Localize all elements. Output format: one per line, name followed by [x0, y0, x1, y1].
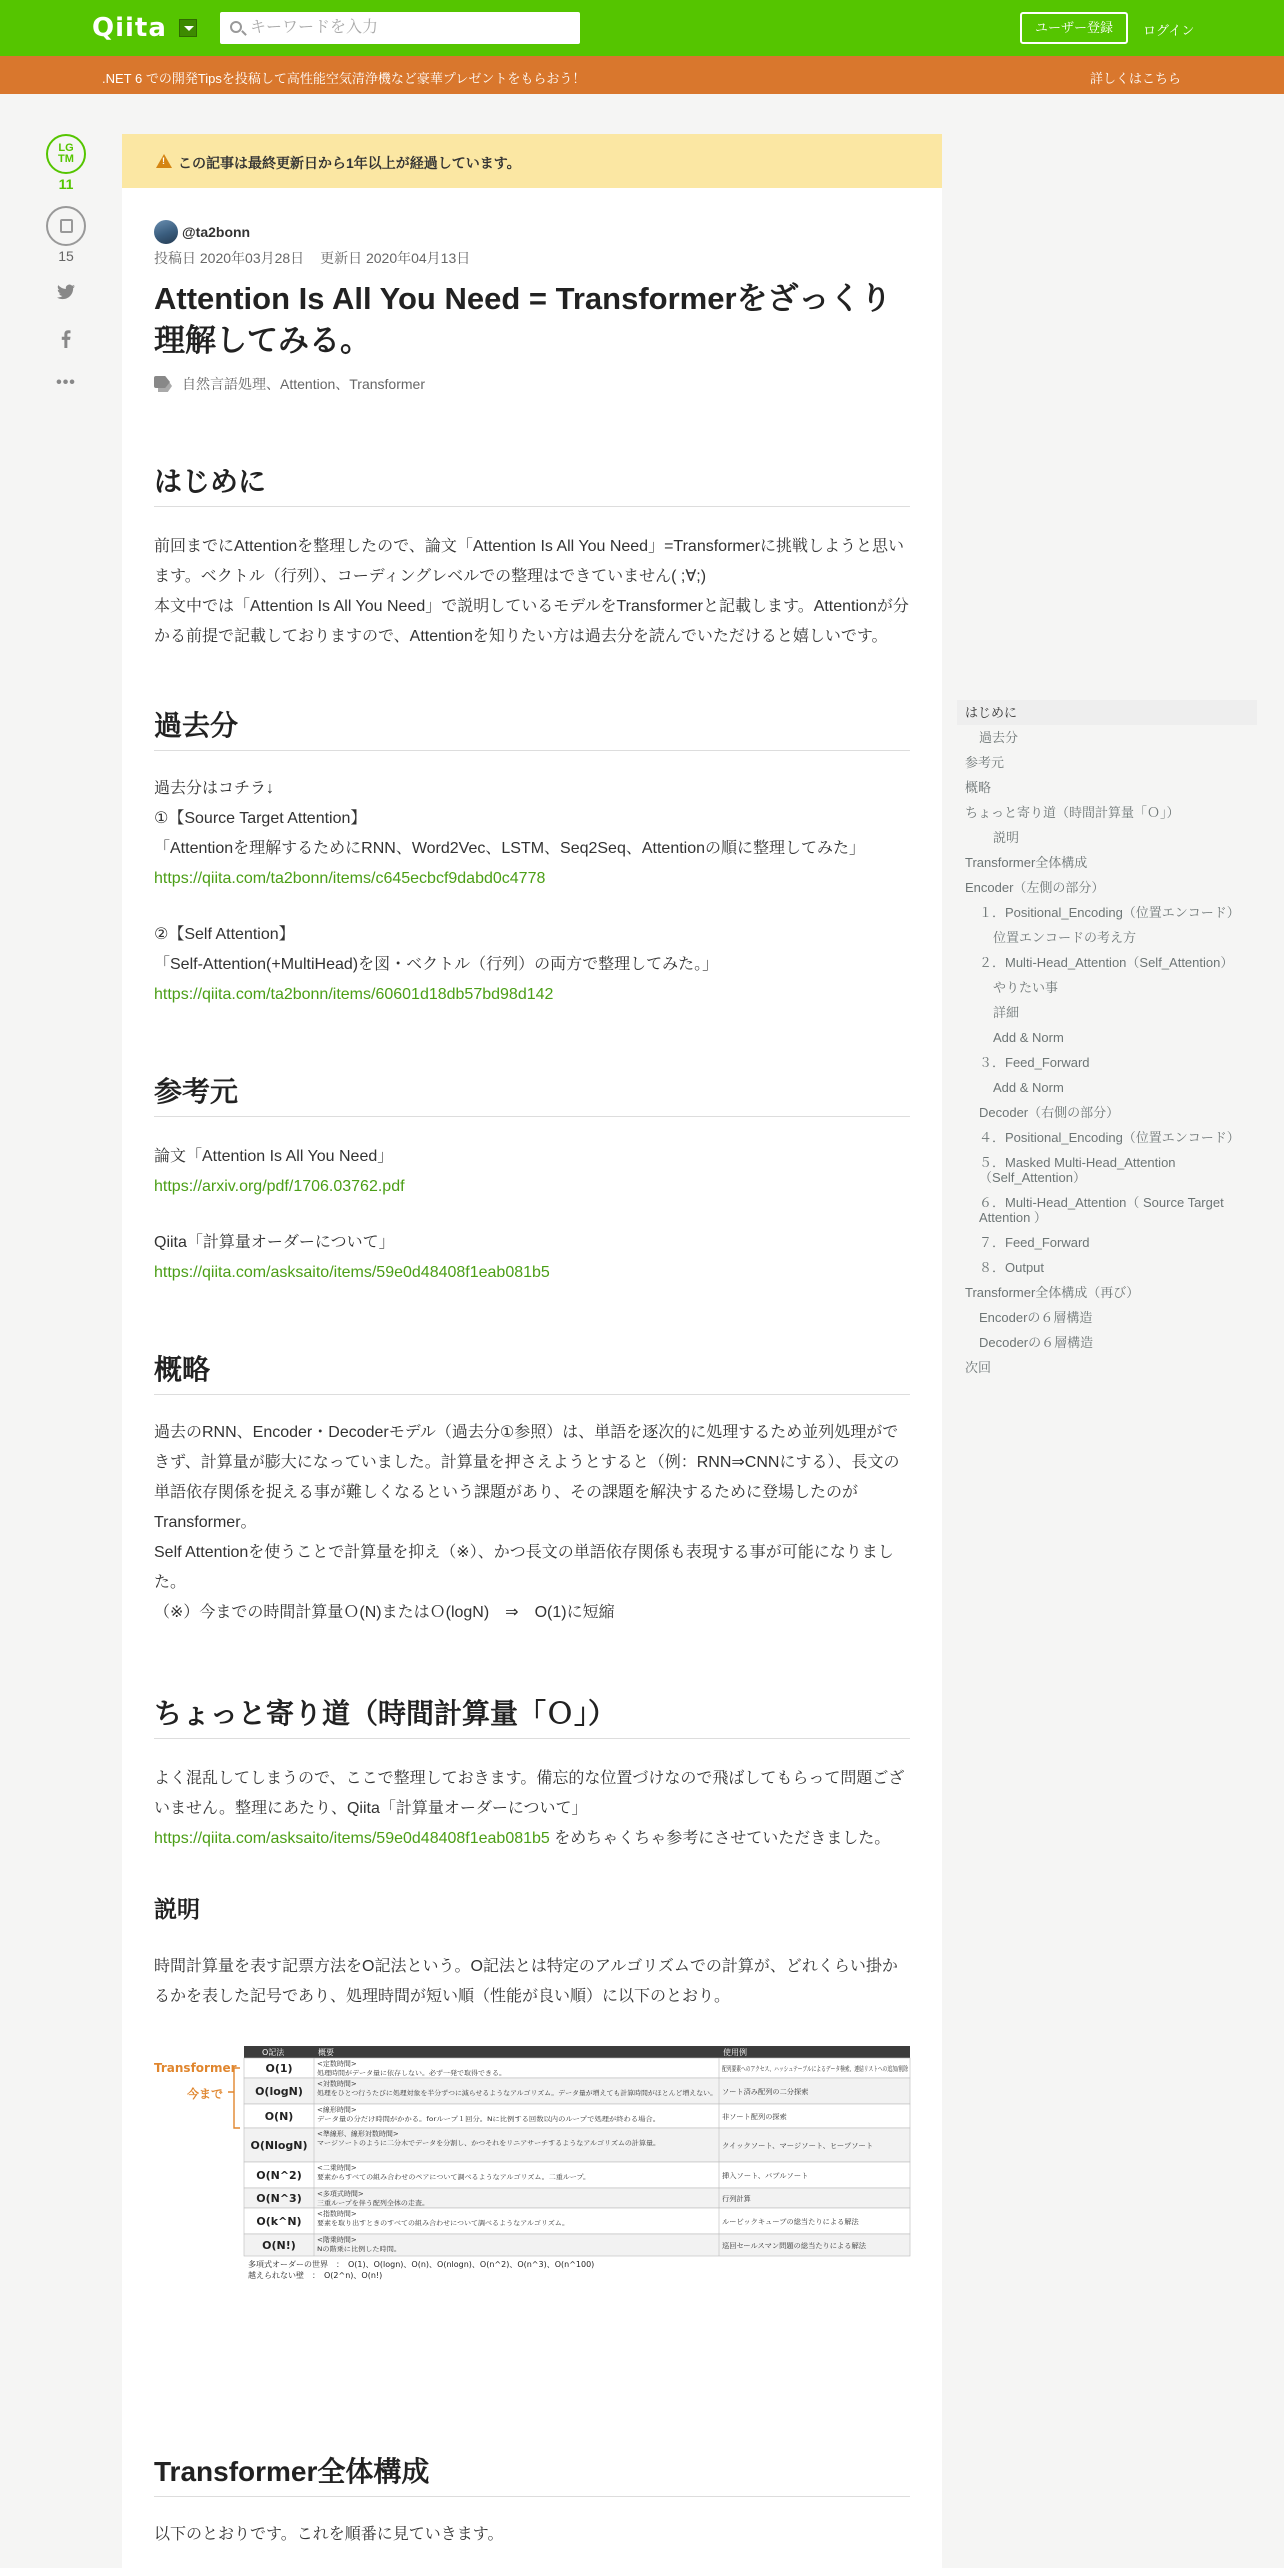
table-desc-title: <階乗時間> [317, 2236, 357, 2244]
more-icon[interactable]: ••• [56, 374, 76, 391]
tag-links[interactable]: 自然言語処理、Attention、Transformer [182, 376, 425, 392]
toc-item[interactable]: 参考元 [965, 755, 1005, 770]
table-desc-text: マージソートのように二分木でデータを分割し、かつそれをリニアサーチするようなアルゴリズムの計算量。 [317, 2139, 635, 2147]
stock-count: 15 [58, 248, 74, 264]
promo-banner [0, 56, 1284, 94]
toc-item[interactable]: ちょっと寄り道（時間計算量「Ｏ」） [965, 805, 1180, 820]
table-desc-title: <準線形、線形対数時間> [317, 2130, 399, 2138]
lgtm-label-1: LG [58, 142, 74, 154]
table-usage-text: ルービックキューブの総当たりによる解法 [722, 2218, 855, 2226]
chevron-down-icon[interactable] [179, 19, 197, 37]
toc-item[interactable]: ６．Multi-Head_Attention（ Source Target Attention ） [979, 1195, 1224, 1225]
table-desc-title: <定数時間> [317, 2060, 357, 2068]
stock-button[interactable] [46, 206, 86, 246]
lgtm-count: 11 [58, 176, 74, 192]
toc-item[interactable]: 次回 [965, 1360, 992, 1375]
table-usage-text: クイックソート、マージソート、ヒープソート [722, 2142, 874, 2150]
overview-paragraph-2: Self Attentionを使うことで計算量を抑え（※）、かつ長文の単語依存関係も表現する事が可能になりました。 [154, 1544, 894, 1591]
ref-link-2[interactable]: https://qiita.com/asksaito/items/59e0d48408f1eab081b5 [154, 1264, 550, 1281]
banner-link[interactable]: 詳しくはこちら [1090, 71, 1182, 86]
qiita-logo[interactable]: Qiita [92, 13, 167, 43]
section-heading-past: 過去分 [154, 708, 910, 751]
warning-icon [156, 154, 172, 168]
ref-link-1-wrap [154, 1172, 910, 1202]
table-header-cell: 使用例 [723, 2048, 747, 2057]
toc-item[interactable]: Transformer全体構成 [965, 855, 1088, 870]
table-usage-text: 配列要素へのアクセス、ハッシュテーブルによるデータ検索、連結リストへの追加/削除 [722, 2065, 997, 2073]
past-link-2[interactable]: https://qiita.com/ta2bonn/items/60601d18db57bd98d142 [154, 986, 554, 1003]
toc-item[interactable]: ７．Feed_Forward [979, 1235, 1090, 1250]
table-desc-title: <対数時間> [317, 2080, 357, 2088]
table-header-cell: O記法 [262, 2048, 285, 2057]
toc-item[interactable]: 説明 [993, 830, 1020, 845]
table-usage-text: 挿入ソート、バブルソート [722, 2172, 806, 2180]
section-heading-detour: ちょっと寄り道（時間計算量「Ｏ」） [154, 1696, 910, 1739]
subheading-explanation: 説明 [154, 1896, 200, 1922]
toc-item[interactable]: やりたい事 [993, 980, 1059, 995]
toc-item[interactable]: はじめに [957, 700, 1257, 725]
table-o-notation: O(NlogN) [250, 2139, 308, 2152]
intro-paragraph-2: 本文中では「Attention Is All You Need」で説明しているモデルをTransformerと記載します。Attentionが分かる前提で記載しておりますので、Attentionを知りたい方は過去分を読んでいただけると嬉しいです。 [154, 598, 909, 645]
toc-item[interactable]: 概略 [965, 780, 992, 795]
updated-date: 更新日 2020年04月13日 [320, 250, 471, 266]
section-heading-overview: 概略 [154, 1352, 910, 1395]
twitter-icon[interactable] [44, 284, 88, 305]
search-box [220, 12, 580, 44]
section-heading-intro: はじめに [154, 464, 910, 507]
transformer-label: Transformer [154, 2061, 237, 2075]
table-desc-text: 三重ループを伴う配列全体の走査。 [317, 2199, 421, 2207]
section-heading-architecture: Transformer全体構成 [154, 2454, 910, 2497]
table-desc-text: 要素を取り出すときのすべての組み合わせについて調べるようなアルゴリズム。 [317, 2219, 551, 2227]
ref-line-2: Qiita「計算量オーダーについて」 [154, 1234, 395, 1251]
table-desc-title: <指数時間> [317, 2210, 357, 2218]
detour-text-a: よく混乱してしまうので、ここで整理しておきます。備忘的な位置づけなので飛ばしてもらって問題ございません。整理にあたり、Qiita「計算量オーダーについて」 [154, 1770, 905, 1817]
toc-item[interactable]: Add & Norm [993, 1030, 1064, 1045]
tag-list [154, 374, 910, 394]
banner-text[interactable]: .NET 6 での開発Tipsを投稿して高性能空気清浄機など豪華プレゼントをもらおう！ [102, 71, 586, 86]
table-o-notation: O(N) [264, 2110, 294, 2123]
detour-text-b: をめちゃくちゃ参考にさせていただきました。 [549, 1830, 891, 1847]
past-link-1-wrap [154, 864, 910, 894]
search-input[interactable] [250, 12, 570, 44]
table-desc-text: Nの階乗に比例した時間。 [317, 2245, 394, 2253]
toc-item[interactable]: ２．Multi-Head_Attention（Self_Attention） [979, 955, 1234, 970]
ref-link-1[interactable]: https://arxiv.org/pdf/1706.03762.pdf [154, 1178, 405, 1195]
signup-button[interactable]: ユーザー登録 [1020, 12, 1128, 44]
article-dates [154, 248, 910, 268]
table-o-notation: O(N^2) [256, 2169, 302, 2182]
table-desc-text: 要素からすべての組み合わせのペアについて調べるようなアルゴリズム。二重ループ。 [317, 2173, 570, 2181]
toc-item[interactable]: ８．Output [979, 1260, 1045, 1275]
author-name[interactable]: @ta2bonn [182, 224, 251, 240]
table-desc-title: <多項式時間> [317, 2190, 364, 2198]
toc-item[interactable]: １．Positional_Encoding（位置エンコード） [979, 905, 1240, 920]
table-desc-text: データ量の分だけ時間がかかる。forループ１回分。Nに比例する回数以内のループで処理が終わる場合。 [317, 2115, 623, 2123]
table-usage-text: 非ソート配列の探索 [722, 2113, 785, 2121]
o-notation-figure [154, 2042, 997, 2334]
table-usage-text: 巡回セールスマン問題の総当たりによる解法 [722, 2242, 862, 2250]
table-header-cell: 概要 [318, 2048, 334, 2057]
architecture-paragraph: 以下のとおりです。これを順番に見ていきます。 [154, 2526, 504, 2543]
toc-item[interactable]: ３．Feed_Forward [979, 1055, 1090, 1070]
past-link-2-wrap [154, 980, 910, 1010]
past-line-3: 「Attentionを理解するためにRNN、Word2Vec、LSTM、Seq2Seq、Attentionの順に整理してみた」 [154, 840, 866, 857]
table-desc-title: <二乗時間> [317, 2164, 357, 2172]
table-usage-text: 行列計算 [722, 2195, 750, 2203]
toc-item[interactable]: ５．Masked Multi-Head_Attention（Self_Attention） [979, 1155, 1176, 1185]
table-desc-title: <線形時間> [317, 2106, 357, 2114]
table-o-notation: O(logN) [255, 2085, 303, 2098]
toc-item[interactable]: Decoder（右側の部分） [979, 1105, 1120, 1120]
lgtm-label-2: TM [58, 153, 74, 165]
detour-paragraph-1 [154, 1764, 910, 1854]
past-line-2: ①【Source Target Attention】 [154, 810, 367, 827]
bracket-line [228, 2068, 240, 2128]
table-of-contents [957, 700, 1257, 1380]
overview-paragraph-1: 過去のRNN、Encoder・Decoderモデル（過去分①参照）は、単語を逐次的に処理するため並列処理ができず、計算量が膨大になっていました。計算量を押さえようとすると（例：RNN⇒CNNにする）、長文の単語依存関係を捉える事が難しくなるという課題があり、その課題を解決するために登場したのがTransformer。 [154, 1424, 900, 1531]
article-title: Attention Is All You Need = Transformerをざっくり理解してみる。 [154, 281, 892, 358]
toc-item[interactable]: Add & Norm [993, 1080, 1064, 1095]
o-notation-table [154, 2042, 997, 2334]
table-o-notation: O(1) [265, 2062, 293, 2075]
warning-text: この記事は最終更新日から1年以上が経過しています。 [178, 155, 521, 171]
search-icon [230, 21, 242, 33]
explanation-paragraph: 時間計算量を表す記票方法をO記法という。O記法とは特定のアルゴリズムでの計算が、どれくらい掛かるかを表した記号であり、処理時間が短い順（性能が良い順）に以下のとおり。 [154, 1958, 898, 2005]
avatar[interactable] [154, 220, 178, 244]
stale-warning [122, 134, 942, 188]
toc-item[interactable]: Encoder（左側の部分） [965, 880, 1105, 895]
toc-item[interactable]: Decoderの６層構造 [979, 1335, 1094, 1350]
table-usage-text: ソート済み配列の二分探索 [722, 2088, 806, 2096]
facebook-icon[interactable] [44, 330, 88, 353]
table-header-bg [244, 2046, 910, 2058]
folder-icon [60, 219, 73, 233]
top-navbar [0, 0, 1284, 56]
intro-paragraph-1: 前回までにAttentionを整理したので、論文「Attention Is All You Need」=Transformerに挑戦しようと思います。ベクトル（行列）、コーディングレベルでの整理はできていません( ;∀;) [154, 538, 904, 585]
table-note: 越えられない壁 ： O(2^n)、O(n!) [248, 2271, 383, 2280]
past-line-5: 「Self-Attention(+MultiHead)を図・ベクトル（行列）の両方で整理してみた。」 [154, 956, 719, 973]
login-link[interactable]: ログイン [1143, 23, 1195, 38]
table-desc-text: 処理時間がデータ量に依存しない。必ず一発で取得できる。 [317, 2069, 493, 2077]
table-o-notation: O(N^3) [256, 2192, 302, 2205]
toc-item[interactable]: Transformer全体構成（再び） [965, 1285, 1140, 1300]
toc-item[interactable]: Encoderの６層構造 [979, 1310, 1093, 1325]
toc-item[interactable]: 詳細 [993, 1005, 1020, 1020]
table-desc-text: 処理をひとつ行うたびに処理対象を半分ずつに減らせるようなアルゴリズム。データ量が増えても計算時間がほとんど増えない。 [317, 2089, 694, 2097]
section-heading-ref: 参考元 [154, 1074, 910, 1117]
ref-line-1: 論文「Attention Is All You Need」 [154, 1148, 394, 1165]
author-row [154, 220, 910, 246]
table-o-notation: O(N!) [262, 2239, 296, 2252]
detour-link[interactable]: https://qiita.com/asksaito/items/59e0d48408f1eab081b5 [154, 1830, 550, 1847]
posted-date: 投稿日 2020年03月28日 [154, 250, 305, 266]
toc-item[interactable]: 位置エンコードの考え方 [993, 930, 1137, 945]
table-note: 多項式オーダーの世界 ： O(1)、O(logn)、O(n)、O(nlogn)、O(n^2)、O(n^3)、O(n^100) [248, 2260, 595, 2269]
past-link-1[interactable]: https://qiita.com/ta2bonn/items/c645ecbcf9dabd0c4778 [154, 870, 546, 887]
ref-link-2-wrap [154, 1258, 910, 1288]
table-o-notation: O(k^N) [256, 2215, 302, 2228]
overview-paragraph-3: （※）今までの時間計算量Ｏ(N)またはＯ(logN) ⇒ O(1)に短縮 [154, 1604, 615, 1621]
past-line-1: 過去分はコチラ↓ [154, 780, 275, 797]
toc-item[interactable]: ４．Positional_Encoding（位置エンコード） [979, 1130, 1240, 1145]
past-line-4: ②【Self Attention】 [154, 926, 295, 943]
toc-item[interactable]: 過去分 [979, 730, 1019, 745]
imamade-label: 今まで [187, 2087, 224, 2101]
lgtm-button[interactable] [46, 134, 86, 174]
